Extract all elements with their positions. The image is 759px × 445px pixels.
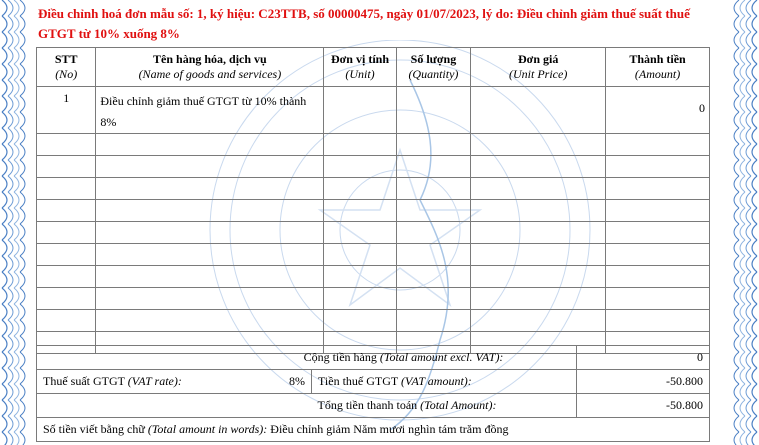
subtotal-value: 0 bbox=[577, 346, 710, 370]
empty-row bbox=[37, 266, 710, 288]
col-stt-header: STT (No) bbox=[37, 48, 96, 87]
item-name: Điều chỉnh giảm thuế GTGT từ 10% thành 8% bbox=[96, 87, 324, 134]
total-row bbox=[37, 394, 710, 418]
item-price bbox=[471, 87, 606, 134]
empty-row bbox=[37, 200, 710, 222]
subtotal-label: Cộng tiền hàng (Total amount excl. VAT): bbox=[37, 346, 577, 370]
vat-amount-label: Tiền thuế GTGT (VAT amount): bbox=[312, 370, 577, 394]
empty-row bbox=[37, 244, 710, 266]
table-row bbox=[37, 87, 710, 134]
total-value: -50.800 bbox=[577, 394, 710, 418]
empty-row bbox=[37, 156, 710, 178]
adjustment-heading bbox=[38, 4, 718, 44]
items-table bbox=[36, 47, 710, 354]
table-header-row bbox=[37, 48, 710, 87]
subtotal-row bbox=[37, 346, 710, 370]
item-amount: 0 bbox=[606, 87, 710, 134]
item-qty bbox=[396, 87, 471, 134]
col-price-header: Đơn giá (Unit Price) bbox=[471, 48, 606, 87]
item-stt: 1 bbox=[37, 87, 96, 134]
empty-row bbox=[37, 178, 710, 200]
empty-row bbox=[37, 134, 710, 156]
col-amount-header: Thành tiền (Amount) bbox=[606, 48, 710, 87]
heading-line-1: Điều chỉnh hoá đơn mẫu số: 1, ký hiệu: C23TTB, số 00000475, ngày 01/07/2023, lý do: Điều chỉnh giảm thuế suất thuế bbox=[38, 6, 690, 21]
col-unit-header: Đơn vị tính (Unit) bbox=[324, 48, 396, 87]
decorative-border-right bbox=[723, 0, 759, 445]
vat-rate-value: 8% bbox=[219, 370, 312, 394]
empty-row bbox=[37, 310, 710, 332]
words-row bbox=[37, 418, 710, 442]
col-qty-header: Số lượng (Quantity) bbox=[396, 48, 471, 87]
amount-in-words: Số tiền viết bằng chữ (Total amount in words): Điều chỉnh giảm Năm mươi nghìn tám trăm đồng bbox=[37, 418, 710, 442]
totals-table bbox=[36, 345, 710, 442]
item-unit bbox=[324, 87, 396, 134]
vat-rate-label: Thuế suất GTGT (VAT rate): bbox=[37, 370, 220, 394]
heading-line-2: GTGT từ 10% xuống 8% bbox=[38, 26, 180, 41]
empty-row bbox=[37, 288, 710, 310]
col-name-header: Tên hàng hóa, dịch vụ (Name of goods and services) bbox=[96, 48, 324, 87]
decorative-border-left bbox=[0, 0, 36, 445]
vat-amount-value: -50.800 bbox=[577, 370, 710, 394]
empty-row bbox=[37, 222, 710, 244]
vat-row bbox=[37, 370, 710, 394]
total-label: Tổng tiền thanh toán (Total Amount): bbox=[312, 394, 577, 418]
